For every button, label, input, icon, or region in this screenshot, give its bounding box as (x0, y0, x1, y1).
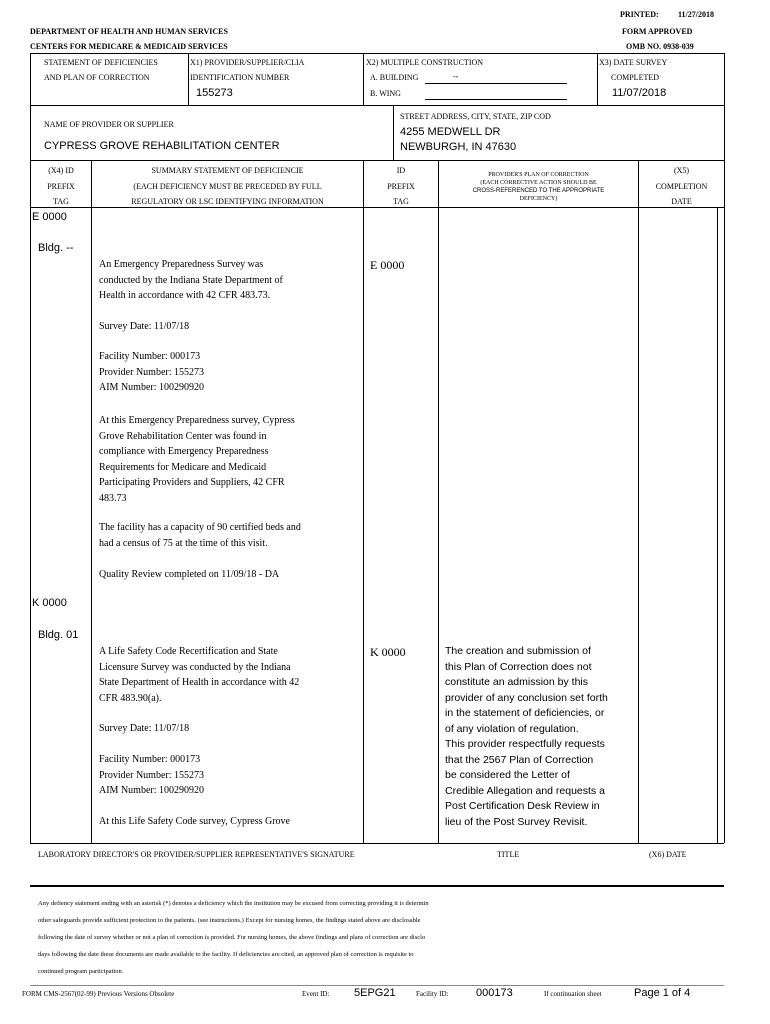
summary-header-2: (EACH DEFICIENCY MUST BE PRECEDED BY FULL (133, 182, 322, 191)
continuation-label: If continuation sheet (544, 990, 602, 998)
box-right-line (724, 53, 725, 843)
box-bottom-line (30, 843, 724, 844)
e-para-5: The facility has a capacity of 90 certified beds and had a census of 75 at the time of this visit. (99, 522, 301, 549)
div-x1 (188, 53, 189, 105)
e-para-4: At this Emergency Preparedness survey, Cypress Grove Rehabilitation Center was found in compliance with Emergency Preparedness Requirements for Medicare and Medicaid Participating Providers and Suppliers, 42 CFR 483.73 (99, 415, 295, 504)
building-value: -- (453, 72, 459, 81)
e-para-6: Quality Review completed on 11/09/18 - DA (99, 569, 280, 580)
footer-divider (30, 985, 724, 986)
k-para-3: Facility Number: 000173 Provider Number: 155273 AIM Number: 100290920 (99, 754, 204, 796)
col-div-1 (91, 160, 92, 843)
x5-header-1: (X5) (673, 166, 690, 175)
div-x2 (363, 53, 364, 105)
x2-label: X2) MULTIPLE CONSTRUCTION (366, 58, 484, 67)
k-para-2: Survey Date: 11/07/18 (99, 723, 190, 734)
omb-number: OMB NO. 0938-039 (626, 42, 694, 51)
event-id-label: Event ID: (302, 990, 330, 998)
col-div-5 (717, 207, 718, 843)
k-tag-right: K 0000 (370, 645, 406, 659)
signature-bottom-line (30, 885, 724, 887)
x4-header-2: PREFIX (47, 182, 75, 191)
wing-label: B. WING (370, 89, 401, 98)
e-para-3: Facility Number: 000173 Provider Number: 155273 AIM Number: 100290920 (99, 351, 204, 393)
event-id-value: 5EPG21 (354, 987, 396, 999)
summary-header-1: SUMMARY STATEMENT OF DEFICIENCIE (151, 166, 304, 175)
id-header-1: ID (396, 166, 406, 175)
form-number: FORM CMS-2567(02-99) Previous Versions Obsolete (22, 990, 175, 998)
provider-id-value: 155273 (196, 87, 233, 99)
provider-name-value: CYPRESS GROVE REHABILITATION CENTER (44, 140, 280, 152)
centers-title: CENTERS FOR MEDICARE & MEDICAID SERVICES (30, 42, 228, 51)
x1-label-2: IDENTIFICATION NUMBER (190, 73, 290, 82)
div-address (393, 105, 394, 160)
x5-header-3: DATE (671, 197, 692, 206)
k-bldg: Bldg. 01 (38, 629, 79, 641)
col-div-4 (638, 160, 639, 843)
e-para-1: An Emergency Preparedness Survey was conducted by the Indiana State Department of Health in accordance with 42 CFR 483.73. (99, 259, 283, 301)
address-label: STREET ADDRESS, CITY, STATE, ZIP COD (400, 112, 551, 121)
building-label: A. BUILDING (370, 73, 419, 82)
poc-header-1: PROVIDER'S PLAN OF CORRECTION (488, 172, 589, 178)
e-bldg: Bldg. -- (38, 242, 74, 254)
row1-bottom (30, 105, 724, 106)
x3-label-1: X3) DATE SURVEY (599, 58, 668, 67)
form-approved: FORM APPROVED (622, 27, 693, 36)
x5-header-2: COMPLETION (655, 182, 708, 191)
survey-date-value: 11/07/2018 (612, 87, 667, 99)
poc-header-3: CROSS-REFERENCED TO THE APPROPRIATE (472, 188, 605, 194)
x4-header-1: (X4) ID (48, 166, 74, 175)
id-header-3: TAG (393, 197, 409, 206)
row2-bottom (30, 160, 724, 161)
div-x3 (597, 53, 598, 105)
k-tag: K 0000 (32, 597, 67, 609)
poc-header-2: (EACH CORRECTIVE ACTION SHOULD BE (480, 180, 597, 186)
e-tag-right: E 0000 (370, 258, 405, 272)
col-div-2 (363, 160, 364, 843)
facility-id-label: Facility ID: (416, 990, 449, 998)
k-para-1: A Life Safety Code Recertification and State Licensure Survey was conducted by the Indiana State Department of Health in accordance with 42 CFR 483.90(a). (99, 646, 300, 704)
e-para-2: Survey Date: 11/07/18 (99, 321, 190, 332)
signature-label: LABORATORY DIRECTOR'S OR PROVIDER/SUPPLIER REPRESENTATIVE'S SIGNATURE (38, 850, 355, 859)
poc-header-4: DEFICIENCY) (519, 196, 558, 202)
page-number: Page 1 of 4 (634, 987, 691, 999)
colhead-bottom (30, 207, 724, 208)
summary-header-3: REGULATORY OR LSC IDENTIFYING INFORMATION (131, 197, 324, 206)
dept-title: DEPARTMENT OF HEALTH AND HUMAN SERVICES (30, 27, 228, 36)
address-line-1: 4255 MEDWELL DR (400, 126, 501, 138)
e-tag: E 0000 (32, 211, 67, 223)
col-div-3 (438, 160, 439, 843)
title-label: TITLE (497, 850, 520, 859)
x1-label-1: X1) PROVIDER/SUPPLIER/CLIA (190, 58, 305, 67)
wing-underline (425, 99, 567, 100)
statement-label-1: STATEMENT OF DEFICIENCIES (44, 58, 158, 67)
address-line-2: NEWBURGH, IN 47630 (400, 141, 517, 153)
id-header-2: PREFIX (387, 182, 415, 191)
building-underline (425, 83, 567, 84)
k-plan-of-correction: The creation and submission of this Plan of Correction does not constitute an admission by this provider of any conclusion set forth in the statement of deficiencies, or of any violation of regulation. This provider respectfully requests that the 2567 Plan of Correction be considered the Letter of Credible Allegation and requests a Post Certification Desk Review in lieu of the Post Survey Revisit. (445, 645, 608, 828)
k-para-4: At this Life Safety Code survey, Cypress Grove (99, 816, 290, 827)
disclaimer: Any defiency statement ending with an asterisk (*) denotes a deficiency which the institution may be excused from correcting providing it is determin other safeguards provide sufficient protection to the patients. (see instructions.) Except for nursing homes, the findings stated above are disclosable following the date of survey whether or not a plan of correction is provided. For nursing homes, the above findings and plans of correction are disclo days following the date these documents are made available to the facility. If deficiencies are cited, an approved plan of correction is requisite to continued program participation. (38, 900, 429, 975)
date-label: (X6) DATE (649, 850, 687, 859)
provider-name-label: NAME OF PROVIDER OR SUPPLIER (44, 120, 174, 129)
statement-label-2: AND PLAN OF CORRECTION (44, 73, 150, 82)
printed-label: PRINTED: (620, 10, 659, 19)
printed-date: 11/27/2018 (678, 10, 715, 19)
box-top-line (30, 53, 724, 54)
x4-header-3: TAG (53, 197, 69, 206)
x3-label-2: COMPLETED (611, 73, 659, 82)
facility-id-value: 000173 (476, 987, 513, 999)
